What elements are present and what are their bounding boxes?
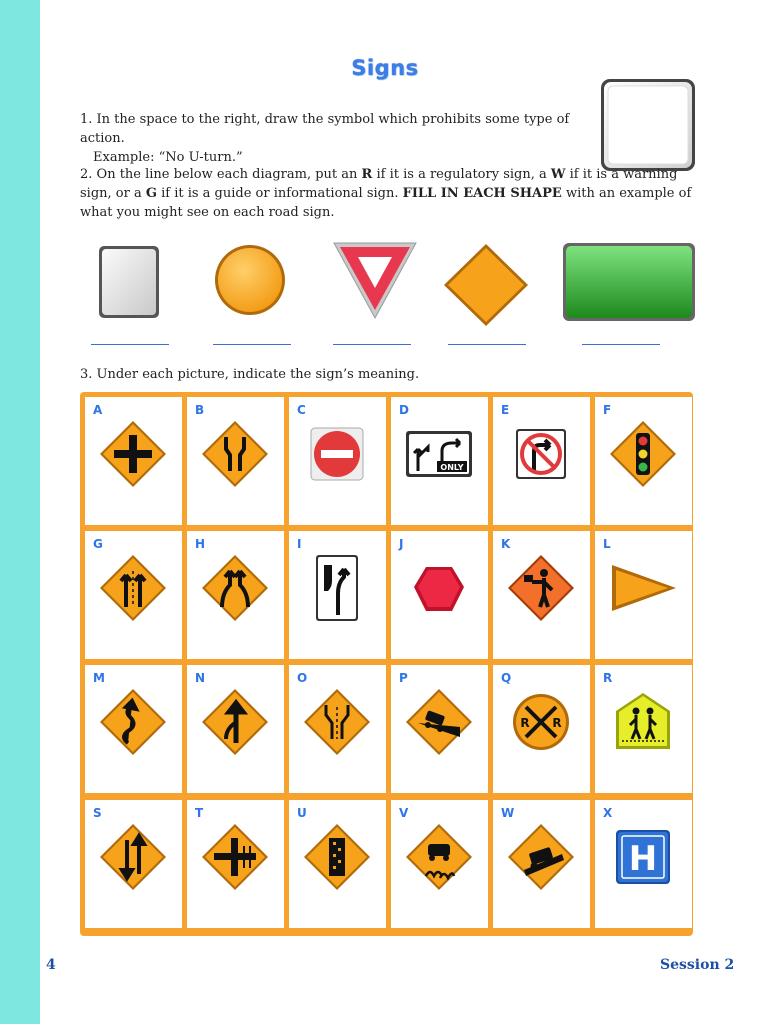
- do-not-enter-sign-icon: [302, 419, 372, 489]
- no-right-turn-sign-icon: [506, 419, 576, 489]
- keep-right-sign-icon: [302, 553, 372, 623]
- slow-moving-vehicle-sign-icon: [404, 553, 474, 623]
- cell-letter: L: [603, 537, 611, 551]
- cell-letter: U: [297, 806, 307, 820]
- road-narrows-sign-icon: [302, 687, 372, 757]
- cell-letter: T: [195, 806, 204, 820]
- sign-cell-l[interactable]: [595, 531, 692, 659]
- cell-letter: W: [501, 806, 515, 820]
- side-stripe: [0, 0, 40, 1024]
- signal-ahead-sign-icon: [608, 419, 678, 489]
- question-2-text-b: if it is a regulatory sign, a: [372, 167, 551, 182]
- session-label: Session 2: [660, 957, 735, 973]
- sign-cell-c[interactable]: [289, 397, 386, 525]
- sign-cell-t[interactable]: [187, 800, 284, 928]
- answer-line-3[interactable]: [333, 344, 411, 345]
- cell-letter: P: [399, 671, 408, 685]
- cell-letter: B: [195, 403, 205, 417]
- question-2-g: G: [145, 186, 157, 201]
- cell-letter: E: [501, 403, 510, 417]
- no-passing-zone-sign-icon: [608, 553, 678, 623]
- only-label: ONLY: [440, 463, 464, 472]
- drawing-box[interactable]: [600, 78, 696, 172]
- cell-letter: M: [93, 671, 105, 685]
- cell-letter: A: [93, 403, 103, 417]
- cell-letter: N: [195, 671, 206, 685]
- question-2-text-a: 2. On the line below each diagram, put an: [80, 167, 362, 182]
- sign-cell-w[interactable]: [493, 800, 590, 928]
- winding-road-sign-icon: [98, 687, 168, 757]
- question-2-r: R: [361, 167, 373, 182]
- sign-cell-e[interactable]: [493, 397, 590, 525]
- question-1-line-2: Example: “No U-turn.”: [93, 150, 243, 165]
- question-2-text-d: if it is a guide or informational sign.: [156, 186, 403, 201]
- question-2: [80, 165, 700, 222]
- railroad-crossing-ahead-sign-icon: [200, 822, 270, 892]
- lane-ends-sign-icon: [200, 553, 270, 623]
- merge-sign-icon: [200, 687, 270, 757]
- answer-line-4[interactable]: [448, 344, 526, 345]
- railroad-crossing-sign-icon: [506, 687, 576, 757]
- sign-cell-v[interactable]: [391, 800, 488, 928]
- cell-letter: X: [603, 806, 613, 820]
- cell-letter: Q: [501, 671, 512, 685]
- answer-line-1[interactable]: [91, 344, 169, 345]
- sign-cell-q[interactable]: [493, 665, 590, 793]
- narrow-bridge-sign-icon: [200, 419, 270, 489]
- sign-cell-m[interactable]: [85, 665, 182, 793]
- question-3: 3. Under each picture, indicate the sign’s meaning.: [80, 367, 420, 382]
- yield-triangle-shape: [332, 240, 418, 320]
- sign-cell-o[interactable]: [289, 665, 386, 793]
- white-rectangle-shape: [98, 245, 160, 319]
- question-1: [80, 110, 600, 167]
- sign-grid: [80, 392, 693, 936]
- cell-letter: K: [501, 537, 511, 551]
- orange-diamond-shape: [443, 243, 529, 327]
- hospital-h-label: H: [628, 839, 658, 879]
- r-right-label: R: [552, 716, 562, 730]
- cell-letter: O: [297, 671, 308, 685]
- bump-sign-icon: [302, 822, 372, 892]
- slippery-when-wet-sign-icon: [404, 822, 474, 892]
- answer-line-2[interactable]: [213, 344, 291, 345]
- cell-letter: F: [603, 403, 612, 417]
- question-1-line-1: 1. In the space to the right, draw the symbol which prohibits some type of action.: [80, 112, 570, 146]
- sign-cell-p[interactable]: [391, 665, 488, 793]
- sign-cell-s[interactable]: [85, 800, 182, 928]
- sign-cell-i[interactable]: [289, 531, 386, 659]
- cell-letter: G: [93, 537, 103, 551]
- sign-cell-k[interactable]: [493, 531, 590, 659]
- crossroad-sign-icon: [98, 419, 168, 489]
- two-way-traffic-sign-icon: [98, 553, 168, 623]
- page-title: Signs: [351, 56, 419, 80]
- sign-cell-d[interactable]: [391, 397, 488, 525]
- question-2-text-e: with an example of what you might see on each road sign.: [80, 186, 692, 220]
- cell-letter: D: [399, 403, 409, 417]
- sign-cell-r[interactable]: [595, 665, 692, 793]
- answer-line-5[interactable]: [582, 344, 660, 345]
- question-2-w: W: [550, 167, 566, 182]
- r-left-label: R: [520, 716, 530, 730]
- school-crossing-sign-icon: [608, 687, 678, 757]
- cell-letter: C: [297, 403, 306, 417]
- page-number: 4: [46, 957, 56, 973]
- cell-letter: I: [297, 537, 302, 551]
- steep-hill-sign-icon: [404, 687, 474, 757]
- sign-cell-n[interactable]: [187, 665, 284, 793]
- cell-letter: R: [603, 671, 613, 685]
- question-2-fill: FILL IN EACH SHAPE: [402, 186, 562, 201]
- green-rectangle-shape: [562, 242, 696, 322]
- cell-letter: J: [399, 537, 404, 551]
- cell-letter: V: [399, 806, 409, 820]
- lane-use-control-sign-icon: [404, 419, 474, 489]
- sign-cell-a[interactable]: [85, 397, 182, 525]
- sign-cell-g[interactable]: [85, 531, 182, 659]
- sign-cell-b[interactable]: [187, 397, 284, 525]
- cell-letter: H: [195, 537, 206, 551]
- sign-cell-x[interactable]: [595, 800, 692, 928]
- sign-cell-j[interactable]: [391, 531, 488, 659]
- cell-letter: S: [93, 806, 102, 820]
- question-2-text-c: if it is a warning sign, or a: [80, 167, 678, 201]
- truck-rollover-sign-icon: [506, 822, 576, 892]
- divided-highway-ends-sign-icon: [98, 822, 168, 892]
- sign-cell-u[interactable]: [289, 800, 386, 928]
- sign-cell-f[interactable]: [595, 397, 692, 525]
- hospital-sign-icon: [608, 822, 678, 892]
- orange-circle-shape: [213, 243, 287, 317]
- sign-cell-h[interactable]: [187, 531, 284, 659]
- flagger-ahead-sign-icon: [506, 553, 576, 623]
